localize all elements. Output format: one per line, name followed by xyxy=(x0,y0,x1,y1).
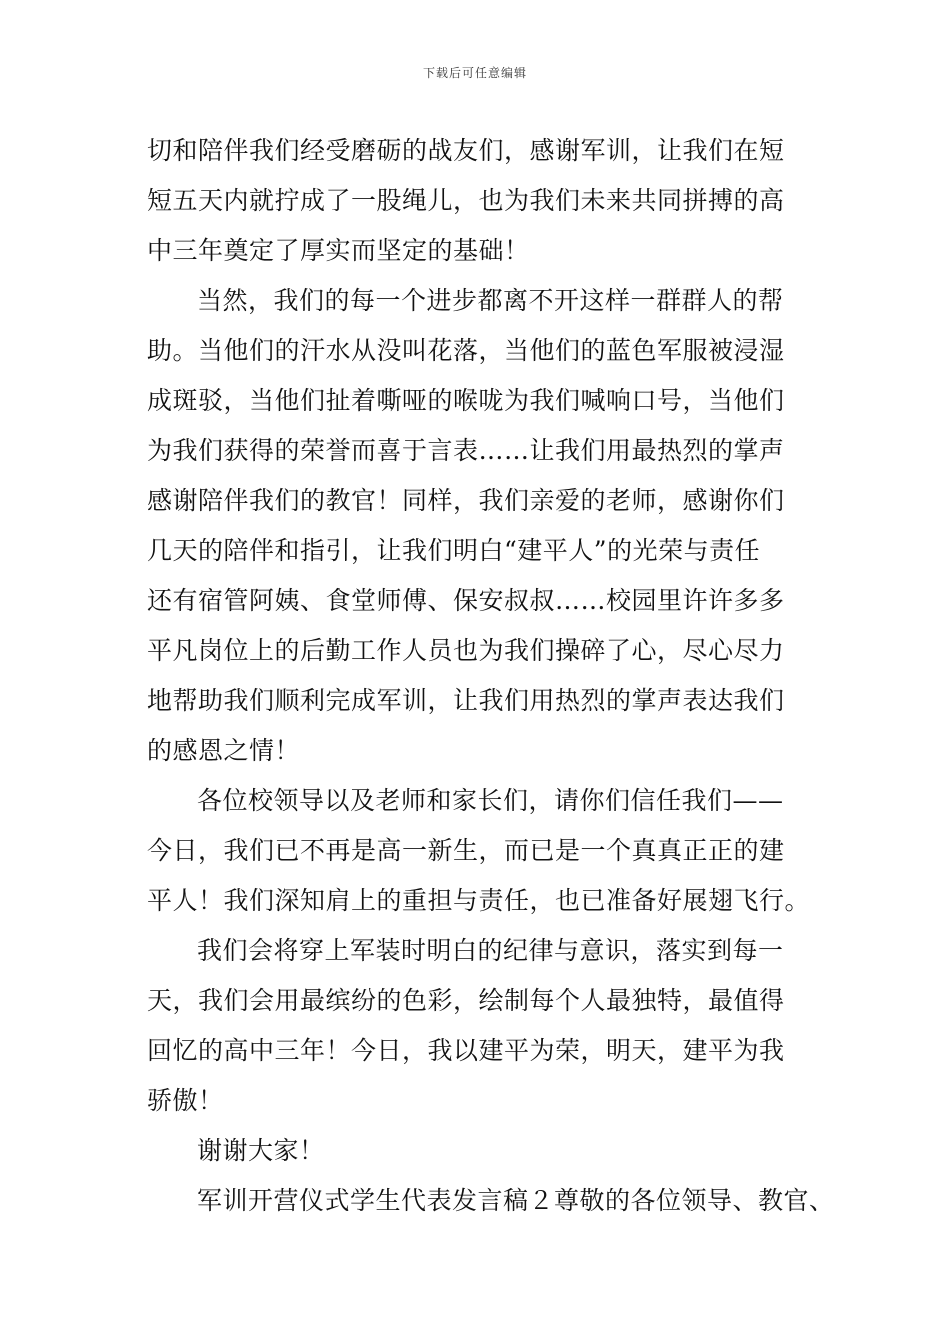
text-line: 今日，我们已不再是高一新生，而已是一个真真正正的建 xyxy=(147,836,785,865)
text-line: 平人！我们深知肩上的重担与责任，也已准备好展翅飞行。 xyxy=(147,886,811,915)
paragraph-start-line: 各位校领导以及老师和家长们，请你们信任我们—— xyxy=(197,786,784,815)
paragraph-start-line: 谢谢大家！ xyxy=(197,1136,325,1165)
text-line: 感谢陪伴我们的教官！同样，我们亲爱的老师，感谢你们 xyxy=(147,486,785,515)
text-line: 为我们获得的荣誉而喜于言表……让我们用最热烈的掌声 xyxy=(147,436,785,465)
text-line: 骄傲！ xyxy=(147,1086,224,1115)
text-line: 切和陪伴我们经受磨砺的战友们，感谢军训，让我们在短 xyxy=(147,136,785,165)
paragraph-start-line: 我们会将穿上军装时明白的纪律与意识，落实到每一 xyxy=(197,936,784,965)
text-line: 还有宿管阿姨、食堂师傅、保安叔叔……校园里许许多多 xyxy=(147,586,785,615)
text-line: 几天的陪伴和指引，让我们明白“建平人”的光荣与责任 xyxy=(147,536,761,565)
text-line: 助。当他们的汗水从没叫花落，当他们的蓝色军服被浸湿 xyxy=(147,336,785,365)
text-line: 地帮助我们顺利完成军训，让我们用热烈的掌声表达我们 xyxy=(147,686,785,715)
document-body xyxy=(147,126,835,1226)
text-line: 天，我们会用最缤纷的色彩，绘制每个人最独特，最值得 xyxy=(147,986,785,1015)
page-header: 下载后可任意编辑 xyxy=(422,66,527,80)
text-line: 回忆的高中三年！今日，我以建平为荣，明天，建平为我 xyxy=(147,1036,785,1065)
paragraph-start-line: 当然，我们的每一个进步都离不开这样一群群人的帮 xyxy=(197,286,784,315)
text-line: 成斑驳，当他们扯着嘶哑的喉咙为我们喊响口号，当他们 xyxy=(147,386,785,415)
text-line: 短五天内就拧成了一股绳儿，也为我们未来共同拼搏的高 xyxy=(147,186,785,215)
paragraph-start-line: 军训开营仪式学生代表发言稿２尊敬的各位领导、教官、 xyxy=(197,1186,835,1215)
text-line: 中三年奠定了厚实而坚定的基础！ xyxy=(147,236,530,265)
text-line: 的感恩之情！ xyxy=(147,736,301,765)
text-line: 平凡岗位上的后勤工作人员也为我们操碎了心，尽心尽力 xyxy=(147,636,785,665)
